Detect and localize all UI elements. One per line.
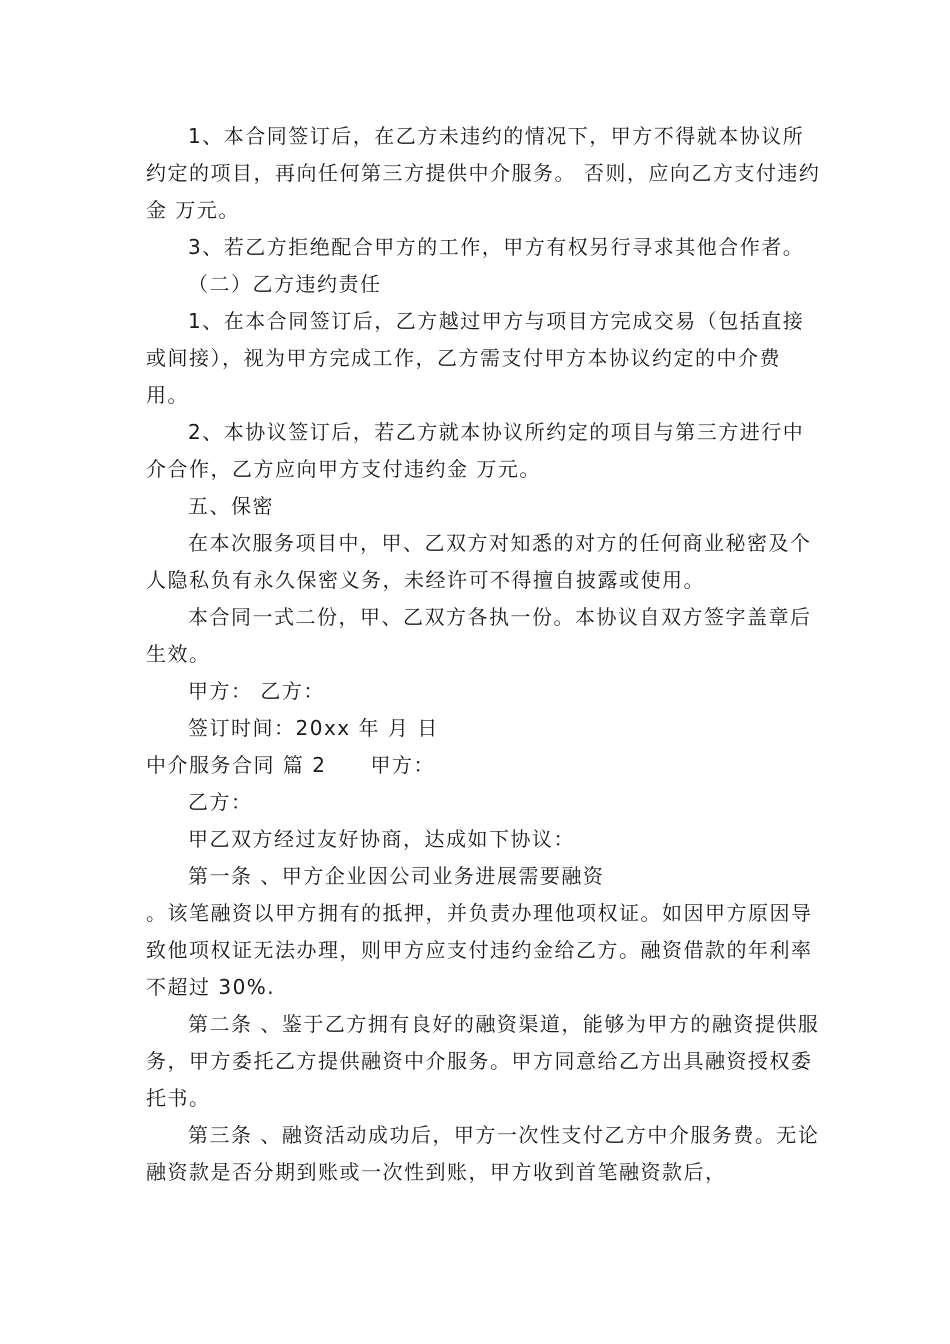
section-heading: 五、保密	[188, 494, 274, 518]
article-heading: 第一条 、甲方企业因公司业务进展需要融资	[188, 864, 605, 888]
document-body	[146, 118, 822, 1191]
party-a-label: 甲方：	[370, 753, 435, 777]
paragraph: 3、若乙方拒绝配合甲方的工作，甲方有权另行寻求其他合作者。	[188, 235, 805, 259]
signing-date: 签订时间：20xx 年 月 日	[188, 716, 439, 740]
contract-title-line	[146, 747, 822, 784]
signature-parties: 甲方： 乙方：	[188, 679, 325, 703]
subsection-heading: （二）乙方违约责任	[188, 272, 382, 296]
paragraph: 。该笔融资以甲方拥有的抵押，并负责办理他项权证。如因甲方原因导致他项权证无法办理，则甲方应支付违约金给乙方。融资借款的年利率不超过 30%.	[146, 901, 813, 999]
paragraph: 1、在本合同签订后，乙方越过甲方与项目方完成交易（包括直接或间接），视为甲方完成工作，乙方需支付甲方本协议约定的中介费用。	[146, 309, 805, 407]
paragraph: 本合同一式二份，甲、乙双方各执一份。本协议自双方签字盖章后生效。	[146, 605, 812, 666]
paragraph: 甲乙双方经过友好协商，达成如下协议：	[188, 827, 575, 851]
paragraph: 第二条 、鉴于乙方拥有良好的融资渠道，能够为甲方的融资提供服务，甲方委托乙方提供融资中介服务。甲方同意给乙方出具融资授权委托书。	[146, 1012, 820, 1110]
party-b-label: 乙方：	[188, 790, 253, 814]
contract-title: 中介服务合同 篇 2	[146, 753, 327, 777]
paragraph: 在本次服务项目中，甲、乙双方对知悉的对方的任何商业秘密及个人隐私负有永久保密义务，未经许可不得擅自披露或使用。	[146, 531, 812, 592]
paragraph: 2、本协议签订后，若乙方就本协议所约定的项目与第三方进行中介合作，乙方应向甲方支付违约金 万元。	[146, 420, 805, 481]
paragraph: 1、本合同签订后，在乙方未违约的情况下，甲方不得就本协议所约定的项目，再向任何第三方提供中介服务。 否则，应向乙方支付违约金 万元。	[146, 124, 821, 222]
paragraph: 第三条 、融资活动成功后，甲方一次性支付乙方中介服务费。无论融资款是否分期到账或一次性到账，甲方收到首笔融资款后，	[146, 1123, 820, 1184]
